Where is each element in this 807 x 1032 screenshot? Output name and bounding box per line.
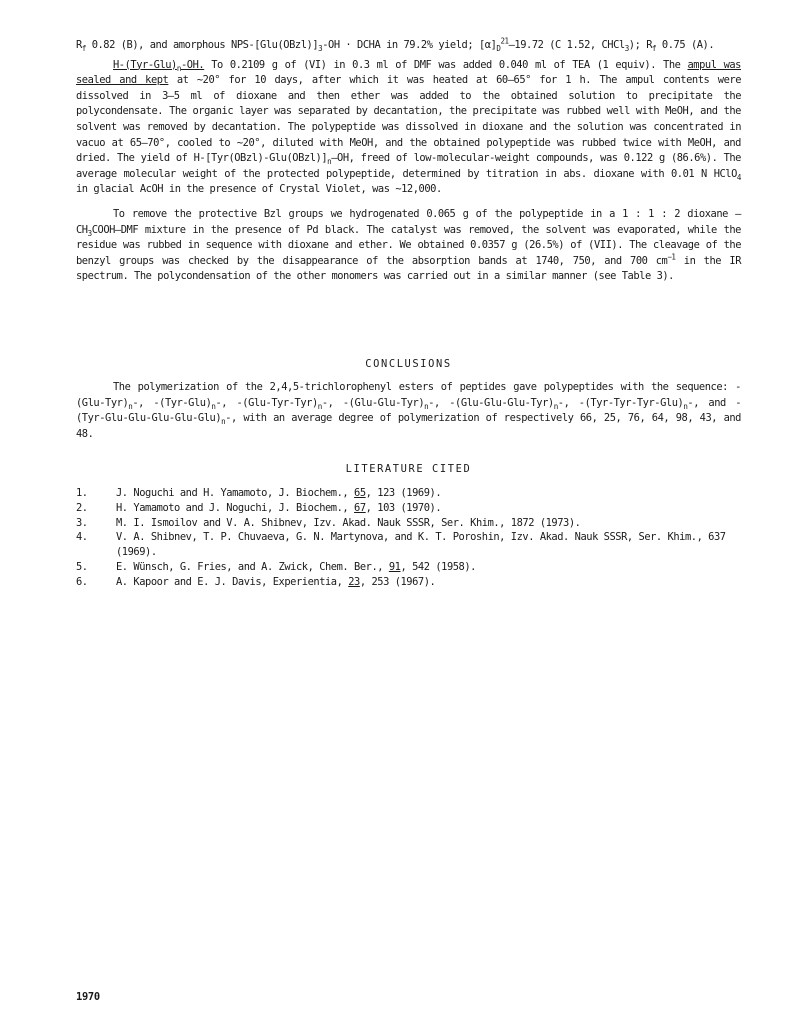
reference-item bbox=[76, 560, 741, 575]
subscript: n bbox=[221, 417, 226, 427]
text-run: , 103 (1970). bbox=[365, 501, 442, 514]
text-run: , 123 (1969). bbox=[365, 487, 442, 499]
text-run: , 542 (1958). bbox=[400, 560, 476, 573]
text-run: A. Kapoor and E. J. Davis, Experientia, bbox=[116, 575, 349, 588]
reference-number: 6. bbox=[76, 575, 88, 588]
reference-item bbox=[76, 501, 741, 516]
text-run: -, -(Glu-Tyr-Tyr) bbox=[215, 396, 318, 409]
text-run: in the IR spectrum. The polycondensation of the other monomers was carried out in a similar manner (see Table 3). bbox=[76, 254, 742, 283]
subscript: n bbox=[553, 401, 558, 411]
section-run-in-heading bbox=[113, 59, 204, 71]
reference-number: 3. bbox=[76, 516, 88, 529]
text-run: H. Yamamoto and J. Noguchi, J. Biochem., bbox=[116, 501, 355, 514]
paragraph-hydrogenation bbox=[76, 207, 741, 285]
paragraph-rf-values bbox=[76, 38, 741, 54]
subscript: n bbox=[317, 401, 322, 411]
reference-item bbox=[76, 516, 741, 531]
text-run: COOH—DMF mixture in the presence of Pd black. The catalyst was removed, the solvent was evaporated, while the residue was rubbed in sequence with dioxane and ether. We obtained 0.0357 g (26.5%) of (VII). The cleavage of the benzyl groups was checked by the disappearance of the absorption bands at 1740, 750, and 700 cm bbox=[76, 223, 741, 267]
subscript: 4 bbox=[736, 172, 741, 182]
text-run: -, -(Glu-Glu-Glu-Tyr) bbox=[428, 396, 554, 409]
reference-text bbox=[116, 575, 741, 590]
reference-item bbox=[76, 486, 741, 501]
reference-volume: 65 bbox=[354, 487, 366, 499]
reference-number: 5. bbox=[76, 560, 88, 573]
subscript: n bbox=[128, 401, 133, 411]
reference-text bbox=[116, 516, 741, 531]
reference-text bbox=[116, 486, 741, 501]
subscript: n bbox=[176, 63, 181, 73]
text-run: 0.82 (B), and amorphous NPS-[Glu(OBzl)] bbox=[85, 39, 319, 51]
subscript: f bbox=[81, 44, 86, 54]
subscript: n bbox=[211, 401, 216, 411]
text-run: -, and -(Tyr-Glu-Glu-Glu-Glu-Glu) bbox=[76, 396, 742, 425]
text-run: ); R bbox=[628, 39, 653, 51]
text-run: To 0.2109 g of (VI) in 0.3 ml of DMF was added 0.040 ml of TEA (1 equiv). The bbox=[204, 58, 688, 71]
subscript: D bbox=[496, 44, 501, 54]
text-run: , 253 (1967). bbox=[359, 575, 436, 588]
text-run: J. Noguchi and H. Yamamoto, J. Biochem., bbox=[116, 487, 355, 499]
text-run: V. A. Shibnev, T. P. Chuvaeva, G. N. Martynova, and K. T. Poroshin, Izv. Akad. Nauk SSSR, Ser. Khim., 637 (1969). bbox=[116, 531, 726, 559]
text-run: The polymerization of the 2,4,5-trichlorophenyl esters of peptides gave polypeptides with the sequence: -(Glu-Tyr) bbox=[76, 381, 741, 409]
reference-item bbox=[76, 575, 741, 590]
reference-number: 4. bbox=[76, 531, 88, 544]
reference-volume: 67 bbox=[354, 501, 366, 514]
text-run: -OH. bbox=[180, 58, 205, 71]
text-run: –19.72 (C 1.52, CHCl bbox=[508, 39, 625, 51]
literature-cited-heading: LITERATURE CITED bbox=[345, 463, 472, 475]
subscript: 3 bbox=[87, 228, 92, 238]
conclusions-heading: CONCLUSIONS bbox=[365, 358, 452, 370]
subscript: n bbox=[424, 401, 429, 411]
underlined-text: ampul was sealed and kept bbox=[76, 58, 741, 87]
body-text-top bbox=[76, 38, 741, 285]
reference-list bbox=[76, 486, 741, 590]
reference-item bbox=[76, 530, 741, 560]
text-run: –OH, freed of low-molecular-weight compounds, was 0.122 g (86.6%). The average molecular weight of the protected polypeptide, determined by titration in abs. dioxane with 0.01 N HClO bbox=[76, 152, 741, 180]
page-number: 1970 bbox=[76, 991, 100, 1003]
subscript: 3 bbox=[318, 44, 323, 54]
superscript: 21 bbox=[500, 36, 509, 46]
text-run: -OH · DCHA in 79.2% yield; [α] bbox=[322, 39, 497, 51]
subscript: n bbox=[683, 401, 688, 411]
text-run: -, -(Tyr-Tyr-Tyr-Glu) bbox=[557, 396, 684, 409]
subscript: n bbox=[327, 157, 332, 167]
text-run: R bbox=[76, 39, 82, 51]
text-run: -, with an average degree of polymerization of respectively 66, 25, 76, 64, 98, 43, and 48. bbox=[76, 412, 741, 440]
text-run: To remove the protective Bzl groups we hydrogenated 0.065 g of the polypeptide in a 1 : 1 : 2 dioxane —CH bbox=[76, 207, 741, 236]
reference-number: 1. bbox=[76, 487, 88, 499]
text-run: H-(Tyr-Glu) bbox=[113, 58, 177, 71]
text-run: E. Wünsch, G. Fries, and A. Zwick, Chem. Ber., bbox=[116, 560, 389, 573]
text-run: M. I. Ismoilov and V. A. Shibnev, Izv. Akad. Nauk SSSR, Ser. Khim., 1872 (1973). bbox=[116, 516, 581, 529]
reference-text bbox=[116, 560, 741, 575]
reference-volume: 91 bbox=[388, 560, 401, 573]
subscript: 3 bbox=[624, 44, 629, 54]
reference-text bbox=[116, 501, 741, 516]
text-run: -, -(Glu-Glu-Tyr) bbox=[321, 396, 425, 409]
reference-number: 2. bbox=[76, 501, 88, 514]
paragraph-synthesis bbox=[76, 58, 741, 198]
text-run: -, -(Tyr-Glu) bbox=[132, 396, 212, 409]
reference-volume: 23 bbox=[348, 575, 360, 588]
body-text-conclusions bbox=[76, 380, 741, 442]
text-run: 0.75 (A). bbox=[656, 39, 715, 51]
subscript: f bbox=[652, 44, 657, 54]
superscript: −1 bbox=[667, 252, 676, 262]
text-run: in glacial AcOH in the presence of Crystal Violet, was ~12,000. bbox=[76, 183, 442, 196]
paragraph-conclusions bbox=[76, 380, 741, 442]
text-run: at ~20° for 10 days, after which it was heated at 60–65° for 1 h. The ampul contents were dissolved in 3–5 ml of dioxane and then ether was added to the obtained solution to precipitate the polycondensate. The organic layer was separated by decantation, the precipitate was rubbed well with MeOH, and the solvent was removed by decantation. The polypeptide was dissolved in dioxane and the solution was concentrated in vacuo at 65–70°, cooled to ~20°, diluted with MeOH, and the obtained polypeptide was rubbed twice with MeOH, and dried. The yield of H-[Tyr(OBzl)-Glu(OBzl)] bbox=[76, 74, 742, 165]
reference-text bbox=[116, 530, 741, 560]
